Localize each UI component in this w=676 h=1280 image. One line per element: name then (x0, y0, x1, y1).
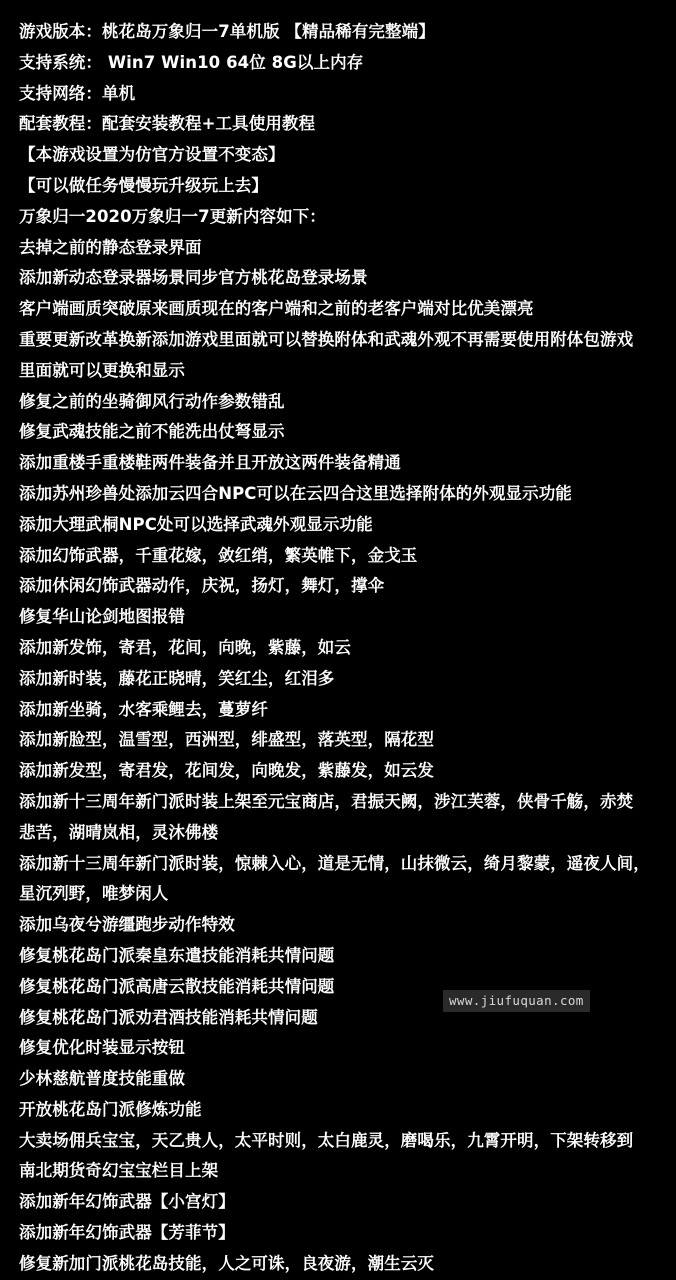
text-line: 添加新十三周年新门派时装，惊棘入心，道是无情，山抹微云，绮月黎蒙，遥夜人间， (19, 853, 650, 873)
text-line: 里面就可以更换和显示 (19, 360, 185, 380)
text-line: 修复新加门派桃花岛技能，人之可诛，良夜游，潮生云灭 (19, 1253, 434, 1273)
text-line: 添加新年幻饰武器【小宫灯】 (19, 1192, 235, 1212)
text-line: 大卖场佣兵宝宝，天乙贵人，太平时则，太白鹿灵，磨喝乐，九霄开明，下架转移到 (19, 1130, 634, 1150)
text-line: 去掉之前的静态登录界面 (19, 237, 202, 257)
text-line: 少林慈航普度技能重做 (19, 1069, 185, 1089)
text-line: 添加新坐骑，水客乘鲤去，蔓萝纤 (19, 699, 268, 719)
text-line: 添加新发饰，寄君，花间，向晚，紫藤，如云 (19, 637, 351, 657)
text-line: 悲苦，湖晴岚相，灵沐佛楼 (19, 822, 219, 842)
text-line: 添加新脸型，温雪型，西洲型，绯盛型，落英型，隔花型 (19, 730, 434, 750)
text-line: 重要更新改革换新添加游戏里面就可以替换附体和武魂外观不再需要使用附体包游戏 (19, 329, 634, 349)
text-line: 添加苏州珍兽处添加云四合NPC可以在云四合这里选择附体的外观显示功能 (19, 483, 572, 503)
text-line: 修复桃花岛门派高唐云散技能消耗共情问题 (19, 976, 335, 996)
text-line: 添加重楼手重楼鞋两件装备并且开放这两件装备精通 (19, 453, 401, 473)
text-line: 修复桃花岛门派劝君酒技能消耗共情问题 (19, 1007, 318, 1027)
text-line: 【本游戏设置为仿官方设置不变态】 (19, 145, 285, 165)
text-line: 支持网络：单机 (19, 83, 136, 103)
text-line: 添加休闲幻饰武器动作，庆祝，扬灯，舞灯，撑伞 (19, 576, 385, 596)
text-line: 添加新年幻饰武器【芳菲节】 (19, 1223, 235, 1243)
watermark-url: www.jiufuquan.com (443, 990, 590, 1012)
text-line: 添加新时装，藤花正晓晴，笑红尘，红泪多 (19, 668, 335, 688)
text-line: 【可以做任务慢慢玩升级玩上去】 (19, 175, 268, 195)
text-line: 添加新发型，寄君发，花间发，向晚发，紫藤发，如云发 (19, 761, 434, 781)
text-line: 添加新十三周年新门派时装上架至元宝商店，君振天阙，涉江芙蓉，侠骨千觞，赤焚 (19, 791, 634, 811)
text-line: 游戏版本：桃花岛万象归一7单机版 【精品稀有完整端】 (19, 22, 435, 41)
text-line: 修复武魂技能之前不能洗出仗弩显示 (19, 422, 285, 442)
text-line: 添加新动态登录器场景同步官方桃花岛登录场景 (19, 268, 368, 288)
text-line: 星沉列野，唯梦闲人 (19, 884, 169, 904)
text-line: 修复桃花岛门派秦皇东遣技能消耗共情问题 (19, 945, 335, 965)
text-line: 开放桃花岛门派修炼功能 (19, 1099, 202, 1119)
text-line: 修复优化时装显示按钮 (19, 1038, 185, 1058)
text-line: 添加幻饰武器，千重花嫁，敛红绡，繁英帷下，金戈玉 (19, 545, 418, 565)
update-notes (19, 17, 671, 1280)
text-line: 配套教程：配套安装教程+工具使用教程 (19, 114, 316, 134)
text-line: 添加大理武桐NPC处可以选择武魂外观显示功能 (19, 514, 373, 534)
text-line: 万象归一2020万象归一7更新内容如下： (19, 206, 326, 226)
text-line: 客户端画质突破原来画质现在的客户端和之前的老客户端对比优美漂亮 (19, 299, 534, 319)
text-line: 添加乌夜兮游缰跑步动作特效 (19, 915, 235, 935)
text-line: 南北期货奇幻宝宝栏目上架 (19, 1161, 219, 1181)
text-line: 修复华山论剑地图报错 (19, 607, 185, 627)
text-line: 支持系统： Win7 Win10 64位 8G以上内存 (19, 52, 364, 72)
text-line: 修复之前的坐骑御风行动作参数错乱 (19, 391, 285, 411)
